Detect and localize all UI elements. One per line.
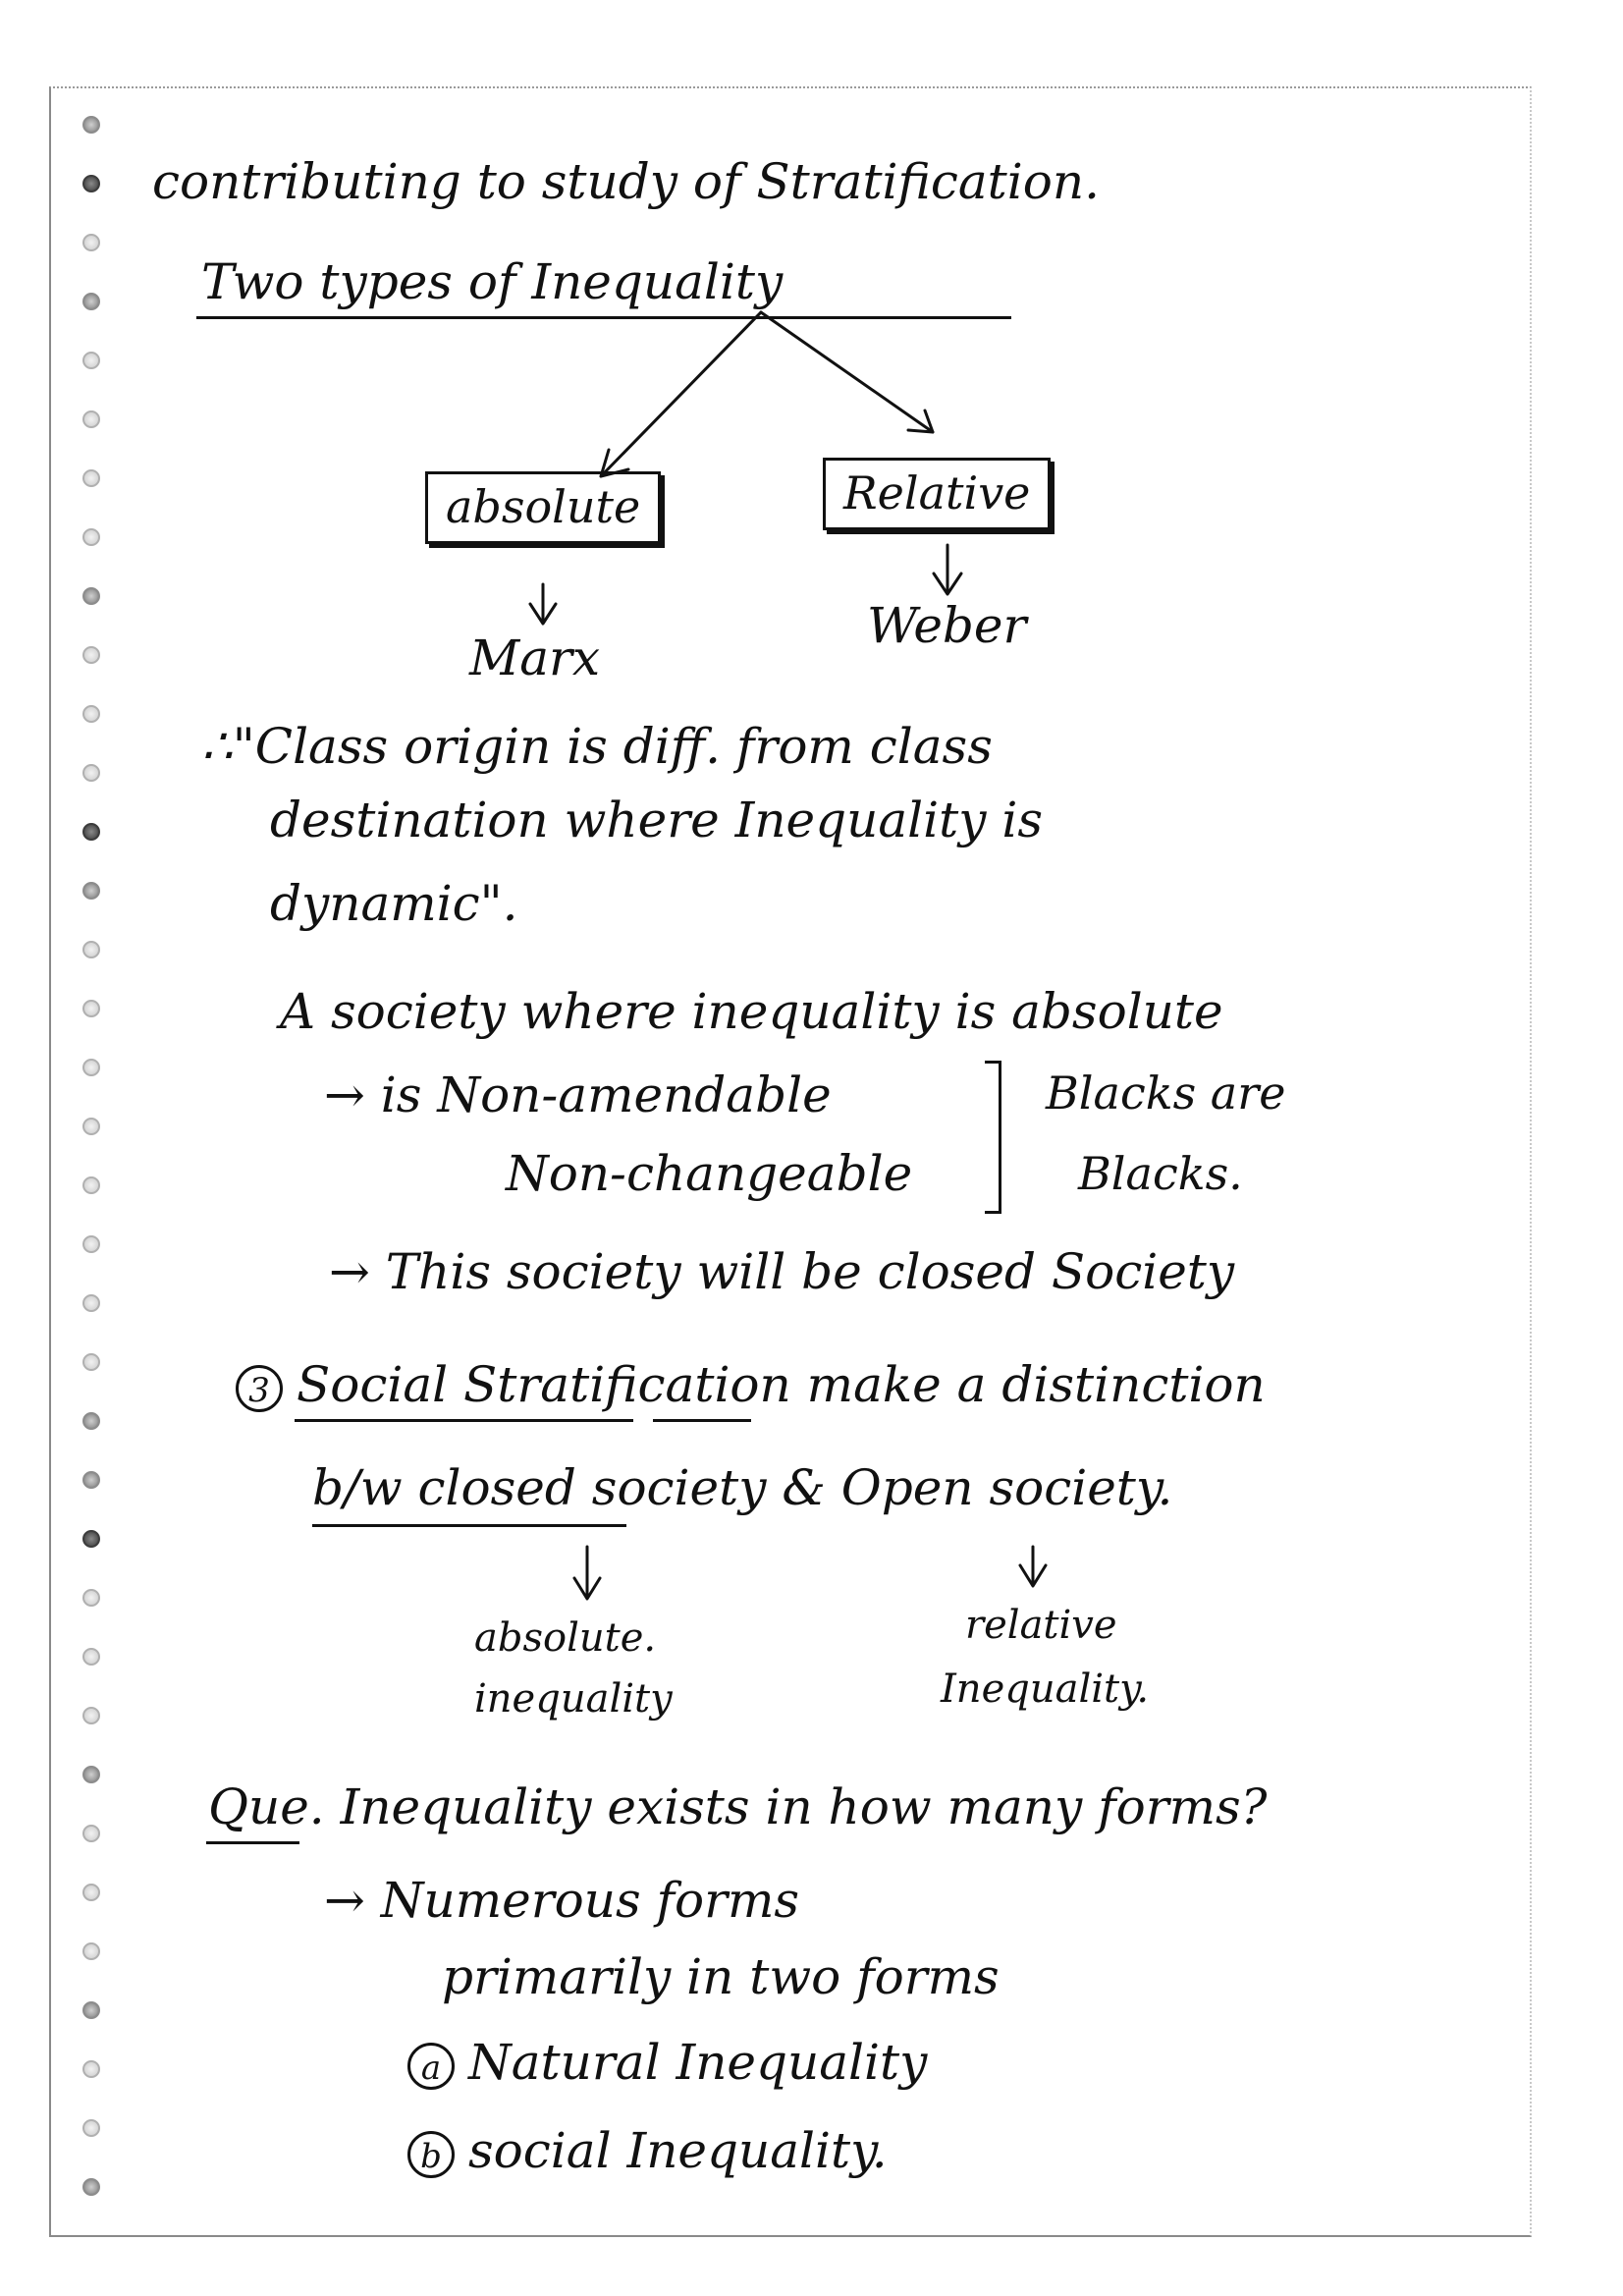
blacks: Blacks. xyxy=(1078,1147,1243,1200)
point-number-badge: 3 xyxy=(236,1365,283,1412)
numerous-forms: → Numerous forms xyxy=(324,1872,800,1929)
heading-two-types: Two types of Inequality xyxy=(201,253,784,310)
label-weber: Weber xyxy=(867,597,1027,654)
que-label: Que. xyxy=(208,1778,325,1835)
absolute-inequality-1: absolute. xyxy=(474,1615,657,1661)
question-line xyxy=(208,1778,1268,1835)
make-text: make xyxy=(806,1356,942,1413)
heading-underline xyxy=(196,316,1011,319)
que-text: Inequality exists in how many forms? xyxy=(340,1778,1268,1835)
que-underline xyxy=(206,1841,299,1844)
society-absolute-line: A society where inequality is absolute xyxy=(280,983,1223,1040)
quote-line-1: ∴"Class origin is diff. from class xyxy=(201,718,993,775)
arrow-to-absolute xyxy=(601,312,761,476)
absolute-inequality-2: inequality xyxy=(474,1676,673,1722)
box-relative: Relative xyxy=(823,458,1051,530)
natural-inequality-text: Natural Inequality xyxy=(468,2034,928,2091)
bw-closed-underline xyxy=(312,1524,626,1527)
primarily-two-forms: primarily in two forms xyxy=(442,1948,1000,2005)
bracket xyxy=(985,1061,1001,1214)
relative-inequality-1: relative xyxy=(965,1603,1117,1648)
item-a-badge: a xyxy=(407,2043,455,2090)
label-marx: Marx xyxy=(469,629,601,686)
make-underline xyxy=(653,1419,751,1422)
non-changeable: Non-changeable xyxy=(506,1145,913,1202)
item-b-badge: b xyxy=(407,2131,455,2178)
distinction-text: a distinction xyxy=(956,1356,1266,1413)
bw-closed-open-line: b/w closed society & Open society. xyxy=(312,1459,1173,1516)
notes-line-stratification: contributing to study of Stratification. xyxy=(152,153,1100,210)
social-stratification-text: Social Stratification xyxy=(297,1356,791,1413)
arrow-to-relative xyxy=(761,312,933,432)
social-inequality-text: social Inequality. xyxy=(468,2122,888,2179)
non-amendable: → is Non-amendable xyxy=(324,1066,832,1123)
relative-inequality-2: Inequality. xyxy=(941,1667,1150,1712)
blacks-are: Blacks are xyxy=(1046,1066,1286,1120)
item-natural-inequality xyxy=(407,2034,928,2091)
box-absolute: absolute xyxy=(425,471,661,544)
closed-society-line: → This society will be closed Society xyxy=(329,1243,1235,1300)
point-3-line xyxy=(236,1356,1266,1413)
quote-line-2: destination where Inequality is xyxy=(270,792,1044,848)
item-social-inequality xyxy=(407,2122,888,2179)
quote-line-3: dynamic". xyxy=(270,875,518,932)
social-stratification-underline xyxy=(295,1419,633,1422)
